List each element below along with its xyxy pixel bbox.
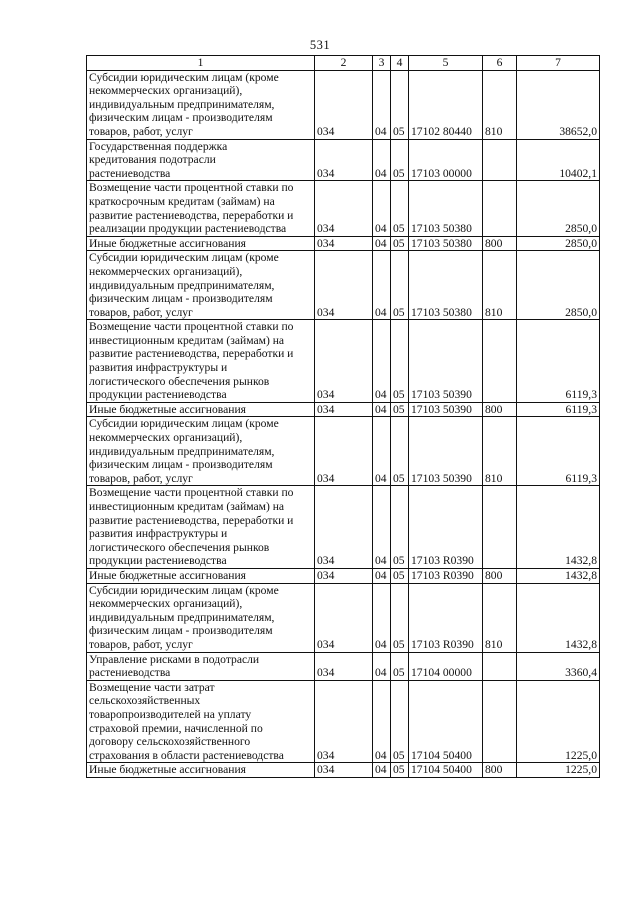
row-name-cell: Управление рисками в подотрасли растениеводства <box>87 652 315 680</box>
header-cell: 1 <box>87 56 315 71</box>
row-code-cell: 034 <box>315 763 373 778</box>
row-code-cell: 034 <box>315 139 373 181</box>
row-section-cell: 04 <box>373 251 391 320</box>
row-target-article-cell: 17104 50400 <box>409 763 483 778</box>
row-code-cell: 034 <box>315 680 373 763</box>
row-expense-type-cell: 800 <box>483 236 517 251</box>
row-target-article-cell: 17103 50390 <box>409 320 483 403</box>
row-amount-cell: 1432,8 <box>517 486 600 569</box>
row-amount-cell: 10402,1 <box>517 139 600 181</box>
row-expense-type-cell: 800 <box>483 402 517 417</box>
row-amount-cell: 2850,0 <box>517 181 600 236</box>
row-section-cell: 04 <box>373 417 391 486</box>
row-subsection-cell: 05 <box>391 181 409 236</box>
row-section-cell: 04 <box>373 320 391 403</box>
row-target-article-cell: 17103 R0390 <box>409 583 483 652</box>
row-section-cell: 04 <box>373 181 391 236</box>
row-subsection-cell: 05 <box>391 402 409 417</box>
row-target-article-cell: 17103 R0390 <box>409 568 483 583</box>
row-section-cell: 04 <box>373 583 391 652</box>
row-amount-cell: 3360,4 <box>517 652 600 680</box>
row-section-cell: 04 <box>373 486 391 569</box>
row-amount-cell: 6119,3 <box>517 417 600 486</box>
header-cell: 2 <box>315 56 373 71</box>
row-code-cell: 034 <box>315 320 373 403</box>
row-target-article-cell: 17103 00000 <box>409 139 483 181</box>
row-section-cell: 04 <box>373 70 391 139</box>
row-section-cell: 04 <box>373 652 391 680</box>
row-target-article-cell: 17103 50380 <box>409 181 483 236</box>
row-amount-cell: 6119,3 <box>517 402 600 417</box>
row-name-cell: Государственная поддержка кредитования подотрасли растениеводства <box>87 139 315 181</box>
row-name-cell: Возмещение части затрат сельскохозяйственных товаропроизводителей на уплату страховой премии, начисленной по договору сельскохозяйственного страхования в области растениеводства <box>87 680 315 763</box>
header-cell: 6 <box>483 56 517 71</box>
row-section-cell: 04 <box>373 763 391 778</box>
table-row <box>87 763 600 778</box>
header-cell: 3 <box>373 56 391 71</box>
row-expense-type-cell <box>483 139 517 181</box>
row-name-cell: Субсидии юридическим лицам (кроме некоммерческих организаций), индивидуальным предпринимателям, физическим лицам - производителям товаров, работ, услуг <box>87 583 315 652</box>
row-code-cell: 034 <box>315 70 373 139</box>
row-target-article-cell: 17103 50390 <box>409 417 483 486</box>
row-target-article-cell: 17103 50380 <box>409 251 483 320</box>
row-code-cell: 034 <box>315 251 373 320</box>
row-amount-cell: 6119,3 <box>517 320 600 403</box>
row-subsection-cell: 05 <box>391 652 409 680</box>
row-name-cell: Возмещение части процентной ставки по краткосрочным кредитам (займам) на развитие растениеводства, переработки и реализации продукции растениеводства <box>87 181 315 236</box>
row-expense-type-cell: 810 <box>483 583 517 652</box>
row-subsection-cell: 05 <box>391 70 409 139</box>
row-expense-type-cell: 800 <box>483 568 517 583</box>
row-section-cell: 04 <box>373 680 391 763</box>
row-expense-type-cell <box>483 181 517 236</box>
header-cell: 7 <box>517 56 600 71</box>
table-row <box>87 417 600 486</box>
header-cell: 5 <box>409 56 483 71</box>
row-expense-type-cell: 810 <box>483 251 517 320</box>
row-name-cell: Субсидии юридическим лицам (кроме некоммерческих организаций), индивидуальным предпринимателям, физическим лицам - производителям товаров, работ, услуг <box>87 417 315 486</box>
row-code-cell: 034 <box>315 652 373 680</box>
table-row <box>87 181 600 236</box>
row-code-cell: 034 <box>315 236 373 251</box>
row-code-cell: 034 <box>315 568 373 583</box>
row-code-cell: 034 <box>315 181 373 236</box>
row-amount-cell: 38652,0 <box>517 70 600 139</box>
row-name-cell: Возмещение части процентной ставки по инвестиционным кредитам (займам) на развитие растениеводства, переработки и развития инфраструктуры и логистического обеспечения рынков продукции растениеводства <box>87 320 315 403</box>
row-target-article-cell: 17104 00000 <box>409 652 483 680</box>
row-name-cell: Субсидии юридическим лицам (кроме некоммерческих организаций), индивидуальным предпринимателям, физическим лицам - производителям товаров, работ, услуг <box>87 251 315 320</box>
row-target-article-cell: 17103 R0390 <box>409 486 483 569</box>
row-subsection-cell: 05 <box>391 568 409 583</box>
row-name-cell: Иные бюджетные ассигнования <box>87 568 315 583</box>
row-amount-cell: 1432,8 <box>517 583 600 652</box>
row-section-cell: 04 <box>373 236 391 251</box>
row-amount-cell: 1225,0 <box>517 680 600 763</box>
row-expense-type-cell <box>483 486 517 569</box>
table-row <box>87 139 600 181</box>
table-row <box>87 251 600 320</box>
row-code-cell: 034 <box>315 402 373 417</box>
row-code-cell: 034 <box>315 417 373 486</box>
page-number: 531 <box>309 38 331 52</box>
table-row <box>87 70 600 139</box>
table-row <box>87 486 600 569</box>
row-subsection-cell: 05 <box>391 236 409 251</box>
budget-table <box>86 55 600 778</box>
row-target-article-cell: 17102 80440 <box>409 70 483 139</box>
row-subsection-cell: 05 <box>391 139 409 181</box>
row-amount-cell: 2850,0 <box>517 236 600 251</box>
header-row <box>87 56 600 71</box>
row-subsection-cell: 05 <box>391 680 409 763</box>
row-subsection-cell: 05 <box>391 251 409 320</box>
row-expense-type-cell: 800 <box>483 763 517 778</box>
row-section-cell: 04 <box>373 568 391 583</box>
row-subsection-cell: 05 <box>391 583 409 652</box>
row-target-article-cell: 17104 50400 <box>409 680 483 763</box>
header-cell: 4 <box>391 56 409 71</box>
table-row <box>87 236 600 251</box>
row-code-cell: 034 <box>315 486 373 569</box>
row-expense-type-cell <box>483 680 517 763</box>
row-subsection-cell: 05 <box>391 320 409 403</box>
row-target-article-cell: 17103 50390 <box>409 402 483 417</box>
row-name-cell: Возмещение части процентной ставки по инвестиционным кредитам (займам) на развитие растениеводства, переработки и развития инфраструктуры и логистического обеспечения рынков продукции растениеводства <box>87 486 315 569</box>
table-row <box>87 568 600 583</box>
row-expense-type-cell <box>483 320 517 403</box>
table-row <box>87 583 600 652</box>
table-row <box>87 320 600 403</box>
row-subsection-cell: 05 <box>391 417 409 486</box>
row-target-article-cell: 17103 50380 <box>409 236 483 251</box>
row-expense-type-cell: 810 <box>483 417 517 486</box>
row-section-cell: 04 <box>373 139 391 181</box>
row-name-cell: Иные бюджетные ассигнования <box>87 236 315 251</box>
row-code-cell: 034 <box>315 583 373 652</box>
row-subsection-cell: 05 <box>391 486 409 569</box>
row-expense-type-cell <box>483 652 517 680</box>
row-expense-type-cell: 810 <box>483 70 517 139</box>
table-row <box>87 652 600 680</box>
row-name-cell: Иные бюджетные ассигнования <box>87 763 315 778</box>
row-name-cell: Иные бюджетные ассигнования <box>87 402 315 417</box>
table-row <box>87 680 600 763</box>
row-subsection-cell: 05 <box>391 763 409 778</box>
row-amount-cell: 1225,0 <box>517 763 600 778</box>
row-section-cell: 04 <box>373 402 391 417</box>
table-row <box>87 402 600 417</box>
row-amount-cell: 2850,0 <box>517 251 600 320</box>
row-amount-cell: 1432,8 <box>517 568 600 583</box>
row-name-cell: Субсидии юридическим лицам (кроме некоммерческих организаций), индивидуальным предпринимателям, физическим лицам - производителям товаров, работ, услуг <box>87 70 315 139</box>
